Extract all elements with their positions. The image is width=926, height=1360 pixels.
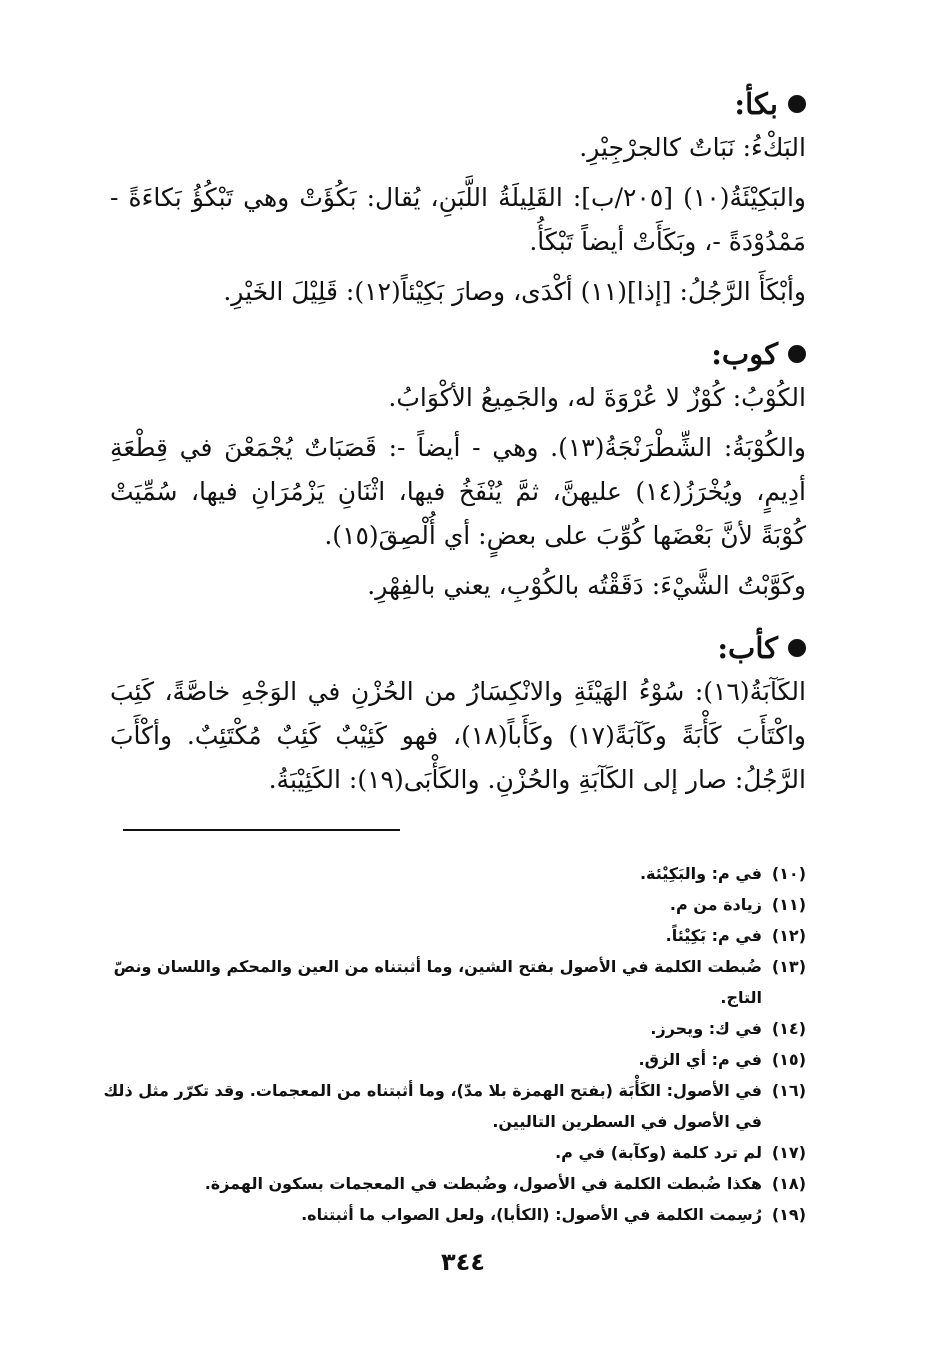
footnote-text: في م: أي الزق. [638, 1050, 762, 1069]
page-number: ٣٤٤ [441, 1248, 485, 1276]
bullet-icon [788, 639, 806, 657]
footnote-12 [82, 920, 806, 951]
entry-paragraph: البَكْءُ: نَبَاتٌ كالجرْجِيْرِ. [579, 133, 806, 162]
bullet-icon [788, 345, 806, 363]
entry-heading-text: بكأ: [734, 87, 778, 121]
main-text [110, 82, 806, 820]
footnote-number: (١٠) [771, 864, 806, 883]
entry-heading [110, 82, 806, 126]
footnote-15 [82, 1044, 806, 1075]
footnote-text: في الأصول: الكَأْبَة (بفتح الهمزة بلا مدّ)، وما أثبتناه من المعجمات. وقد تكرّر مثل ذلك في الأصول في السطرين التاليين. [103, 1081, 762, 1131]
footnote-13 [82, 951, 806, 1013]
footnote-text: زيادة من م. [669, 895, 762, 914]
footnote-18 [82, 1168, 806, 1199]
footnote-10 [82, 858, 806, 889]
entry-paragraph: والكُوْبَةُ: الشِّطْرَنْجَةُ(١٣). وهي - أيضاً -: قَصَبَاتٌ يُجْمَعْنَ في قِطْعَةِ أدِيمٍ، ويُخْرَزُ(١٤) عليهنَّ، ثمَّ يُنْفَخُ فيها، اثْنَانِ يَزْمُرَانِ فيها، سُمِّيَتْ كُوْبَةً لأنَّ بَعْضَها كُوِّبَ على بعضٍ: أي أُلْصِقَ(١٥). [110, 433, 806, 550]
entry-paragraph: وأبْكَأَ الرَّجُلُ: [إذا](١١) أكْدَى، وصارَ بَكِيْئاً(١٢): قَلِيْلَ الخَيْرِ. [223, 277, 806, 306]
entry-paragraph: وكَوَّبْتُ الشَّيْءَ: دَقَقْتُه بالكُوْبِ، يعني بالفِهْرِ. [367, 571, 806, 600]
footnote-text: في ك: ويحرز. [650, 1019, 762, 1038]
entry-heading [110, 626, 806, 670]
footnote-text: لم ترد كلمة (وكآبة) في م. [555, 1143, 762, 1162]
entry-heading-text: كوب: [711, 337, 778, 371]
footnote-number: (١٣) [771, 957, 806, 976]
footnote-17 [82, 1137, 806, 1168]
entry-heading-text: كأب: [717, 631, 778, 665]
footnote-number: (١١) [771, 895, 806, 914]
entry-paragraph: الكُوْبُ: كُوْزٌ لا عُرْوَةَ له، والجَمِيعُ الأكْوَابُ. [388, 383, 806, 412]
footnote-text: رُسِمت الكلمة في الأصول: (الكأبا)، ولعل الصواب ما أثبتناه. [301, 1205, 762, 1224]
entry-kab [110, 626, 806, 802]
footnote-number: (١٧) [771, 1143, 806, 1162]
footnote-divider [123, 829, 400, 831]
footnote-16 [82, 1075, 806, 1137]
footnote-text: في م: والبَكِيْئة. [639, 864, 762, 883]
footnote-number: (١٨) [771, 1174, 806, 1193]
entry-paragraph: الكَآبَةُ(١٦): سُوْءُ الهَيْئَةِ والانْكِسَارُ من الحُزْنِ في الوَجْهِ خاصَّةً، كَئِبَ واكْتَأَبَ كَأْبَةً وكَآبَةً(١٧) وكَأَباً(١٨)، فهو كَئِيْبٌ كَئِبٌ مُكْتَئِبٌ. وأكْأَبَ الرَّجُلُ: صار إلى الكَآبَةِ والحُزْنِ. والكَأْبَى(١٩): الكَئِيْبَةُ. [110, 677, 806, 794]
footnote-number: (١٩) [771, 1205, 806, 1224]
footnote-19 [82, 1199, 806, 1230]
entry-paragraph: والبَكِيْئَةُ(١٠) [٢٠٥/ب]: القَلِيلَةُ اللَّبَنِ، يُقال: بَكُؤَتْ وهي تَبْكُؤُ بَكاءَةً - مَمْدُوْدَةً -، وبَكَأَتْ أيضاً تَبْكَأُ. [110, 183, 806, 256]
bullet-icon [788, 95, 806, 113]
footnote-number: (١٤) [771, 1019, 806, 1038]
footnote-number: (١٢) [771, 926, 806, 945]
footnote-11 [82, 889, 806, 920]
entry-heading [110, 332, 806, 376]
footnote-text: هكذا ضُبطت الكلمة في الأصول، وضُبطت في المعجمات بسكون الهمزة. [204, 1174, 762, 1193]
footnote-text: ضُبطت الكلمة في الأصول بفتح الشين، وما أثبتناه من العين والمحكم واللسان ونصّ التاج. [113, 957, 762, 1007]
footnote-14 [82, 1013, 806, 1044]
entry-bka [110, 82, 806, 314]
entry-kwb [110, 332, 806, 608]
footnote-number: (١٦) [771, 1081, 806, 1100]
footnote-text: في م: بَكِيْئاً. [665, 926, 762, 945]
footnotes [82, 858, 806, 1230]
footnote-number: (١٥) [771, 1050, 806, 1069]
